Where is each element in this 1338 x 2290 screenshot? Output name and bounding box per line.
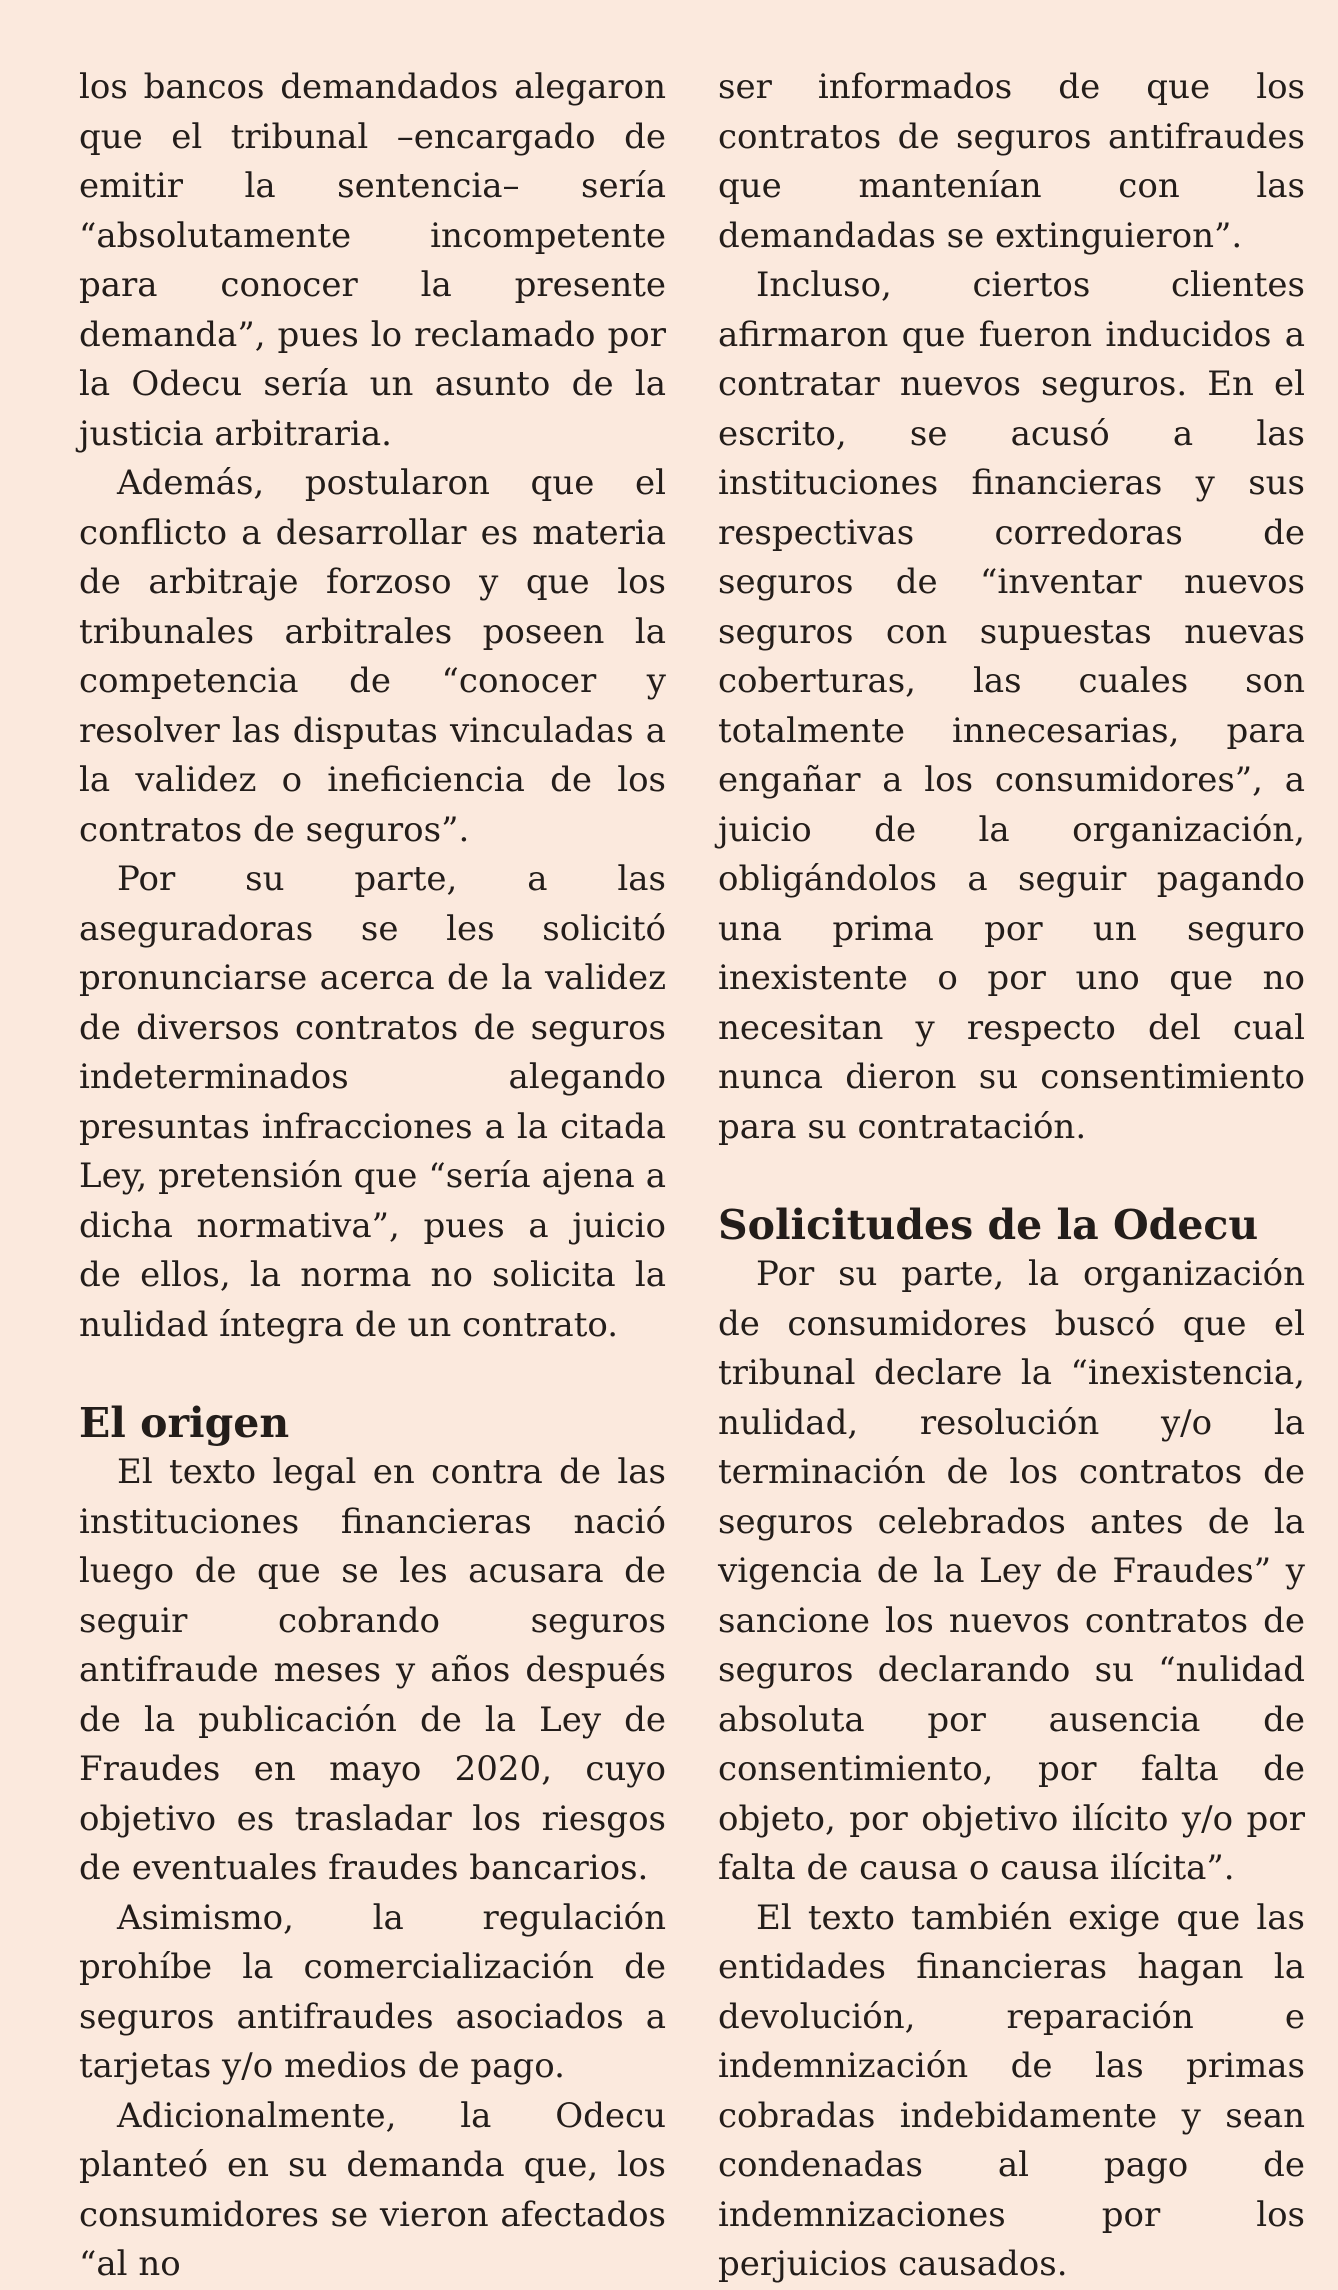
paragraph-left-4: El texto legal en contra de las instituciones financieras nació luego de que se les acusara de seguir cobrando seguros antifraude meses y años después de la publicación de la Ley de Fraudes en mayo 2020, cuyo objetivo es trasladar los riesgos de eventuales fraudes bancarios. [79, 1452, 666, 1888]
section-heading-solicitudes: Solicitudes de la Odecu [718, 1201, 1259, 1249]
paragraph-left-1: los bancos demandados alegaron que el tribunal –encargado de emitir la sentencia– sería “absolutamente incompetente para conocer la presente demanda”, pues lo reclamado por la Odecu sería un asunto de la justicia arbitraria. [79, 67, 666, 454]
paragraph-left-6: Adicionalmente, la Odecu planteó en su demanda que, los consumidores se vieron afectados “al no [79, 2095, 666, 2284]
paragraph-right-1: ser informados de que los contratos de seguros antifraudes que mantenían con las demandadas se extinguieron”. [718, 67, 1305, 256]
section-heading-el-origen: El origen [79, 1399, 290, 1447]
paragraph-left-2: Además, postularon que el conflicto a desarrollar es materia de arbitraje forzoso y que los tribunales arbitrales poseen la competencia de “conocer y resolver las disputas vinculadas a la validez o ineficiencia de los contratos de seguros”. [79, 463, 666, 850]
paragraph-left-3: Por su parte, a las aseguradoras se les solicitó pronunciarse acerca de la validez de diversos contratos de seguros indeterminados alegando presuntas infracciones a la citada Ley, pretensión que “sería ajena a dicha normativa”, pues a juicio de ellos, la norma no solicita la nulidad íntegra de un contrato. [79, 859, 666, 1345]
paragraph-right-4: El texto también exige que las entidades financieras hagan la devolución, reparación e indemnización de las primas cobradas indebidamente y sean condenadas al pago de indemnizaciones por los perjuicios causados. [718, 1897, 1305, 2284]
left-column [79, 63, 666, 2290]
right-column [718, 63, 1305, 2290]
paragraph-left-5: Asimismo, la regulación prohíbe la comercialización de seguros antifraudes asociados a tarjetas y/o medios de pago. [79, 1897, 666, 2086]
paragraph-right-2: Incluso, ciertos clientes afirmaron que fueron inducidos a contratar nuevos seguros. En el escrito, se acusó a las instituciones financieras y sus respectivas corredoras de seguros de “inventar nuevos seguros con supuestas nuevas coberturas, las cuales son totalmente innecesarias, para engañar a los consumidores”, a juicio de la organización, obligándolos a seguir pagando una prima por un seguro inexistente o por uno que no necesitan y respecto del cual nunca dieron su consentimiento para su contratación. [718, 265, 1305, 1147]
paragraph-right-3: Por su parte, la organización de consumidores buscó que el tribunal declare la “inexistencia, nulidad, resolución y/o la terminación de los contratos de seguros celebrados antes de la vigencia de la Ley de Fraudes” y sancione los nuevos contratos de seguros declarando su “nulidad absoluta por ausencia de consentimiento, por falta de objeto, por objetivo ilícito y/o por falta de causa o causa ilícita”. [718, 1254, 1305, 1888]
